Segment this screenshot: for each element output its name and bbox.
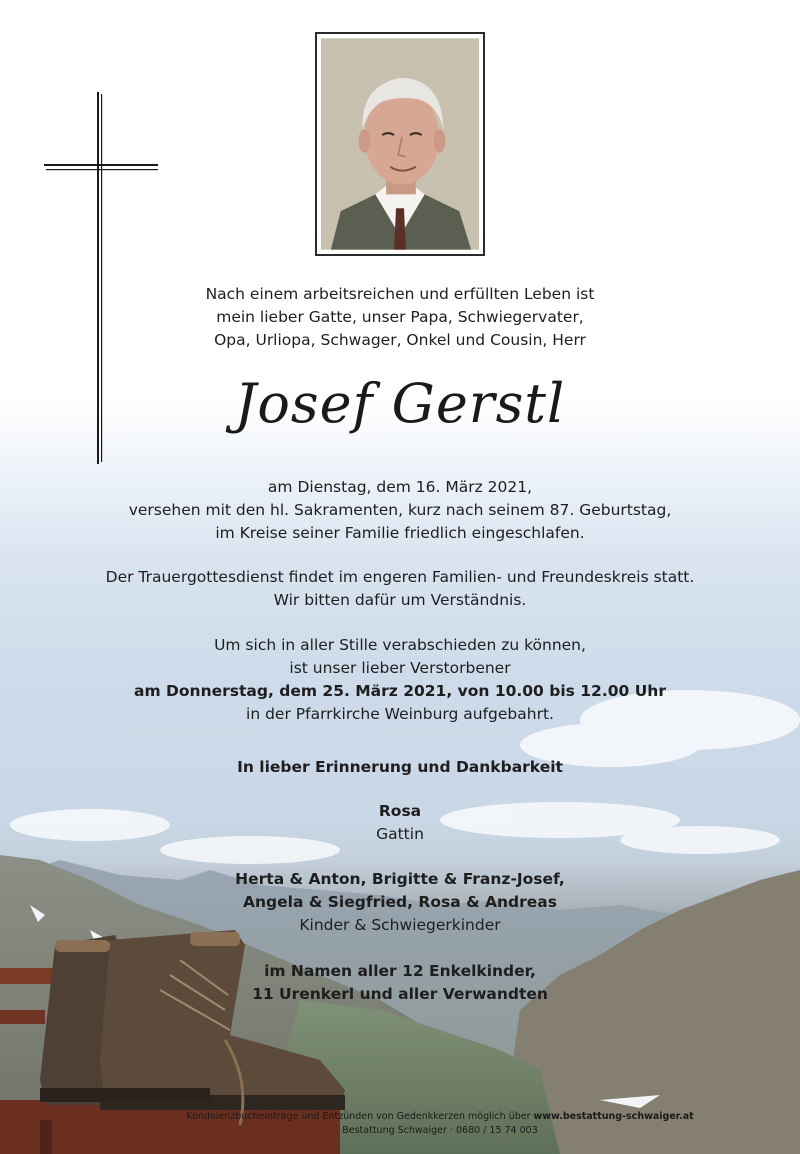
intro-line-2: mein lieber Gatte, unser Papa, Schwiegervater,: [216, 308, 584, 326]
children-line-2: Angela & Siegfried, Rosa & Andreas: [243, 893, 557, 911]
footer-line-2: Bestattung Schwaiger · 0680 / 15 74 003: [342, 1125, 538, 1136]
spouse-name: Rosa: [378, 802, 422, 820]
grandchildren-line-2: 11 Urenkerl und aller Verwandten: [252, 985, 548, 1003]
portrait-image: [321, 38, 479, 250]
intro-line-1: Nach einem arbeitsreichen und erfüllten Leben ist: [205, 285, 595, 303]
footer: [120, 1110, 760, 1138]
spouse-block: [60, 800, 740, 846]
death-line-1: am Dienstag, dem 16. März 2021,: [267, 478, 533, 496]
service-line-1: Der Trauergottesdienst findet im engeren Familien- und Freundeskreis statt.: [105, 568, 695, 586]
portrait-photo: [315, 32, 485, 256]
children-role: Kinder & Schwiegerkinder: [299, 916, 501, 934]
death-line-2: versehen mit den hl. Sakramenten, kurz nach seinem 87. Geburtstag,: [128, 501, 672, 519]
footer-line-1: [120, 1110, 760, 1124]
children-block: [60, 868, 740, 937]
intro-text: [60, 283, 740, 352]
grandchildren-line-1: im Namen aller 12 Enkelkinder,: [264, 962, 536, 980]
service-line-2: Wir bitten dafür um Verständnis.: [273, 591, 527, 609]
grandchildren-block: [60, 960, 740, 1006]
service-notice: [60, 566, 740, 612]
viewing-notice: [60, 634, 740, 726]
viewing-line-4: in der Pfarrkirche Weinburg aufgebahrt.: [246, 705, 554, 723]
viewing-line-2: ist unser lieber Verstorbener: [289, 659, 511, 677]
viewing-line-1: Um sich in aller Stille verabschieden zu können,: [214, 636, 586, 654]
children-line-1: Herta & Anton, Brigitte & Franz-Josef,: [235, 870, 565, 888]
death-line-3: im Kreise seiner Familie friedlich eingeschlafen.: [215, 524, 585, 542]
deceased-name: Josef Gerstl: [234, 372, 566, 435]
spouse-role: Gattin: [376, 825, 424, 843]
remembrance-line: In lieber Erinnerung und Dankbarkeit: [237, 758, 563, 776]
footer-condolence-text: Kondolenzbucheinträge und Entzünden von Gedenkkerzen möglich über: [186, 1111, 534, 1122]
intro-line-3: Opa, Urliopa, Schwager, Onkel und Cousin, Herr: [214, 331, 586, 349]
viewing-line-3: am Donnerstag, dem 25. März 2021, von 10.00 bis 12.00 Uhr: [134, 682, 666, 700]
death-notice: [60, 476, 740, 545]
condolence-website-link[interactable]: www.bestattung-schwaiger.at: [533, 1111, 694, 1122]
